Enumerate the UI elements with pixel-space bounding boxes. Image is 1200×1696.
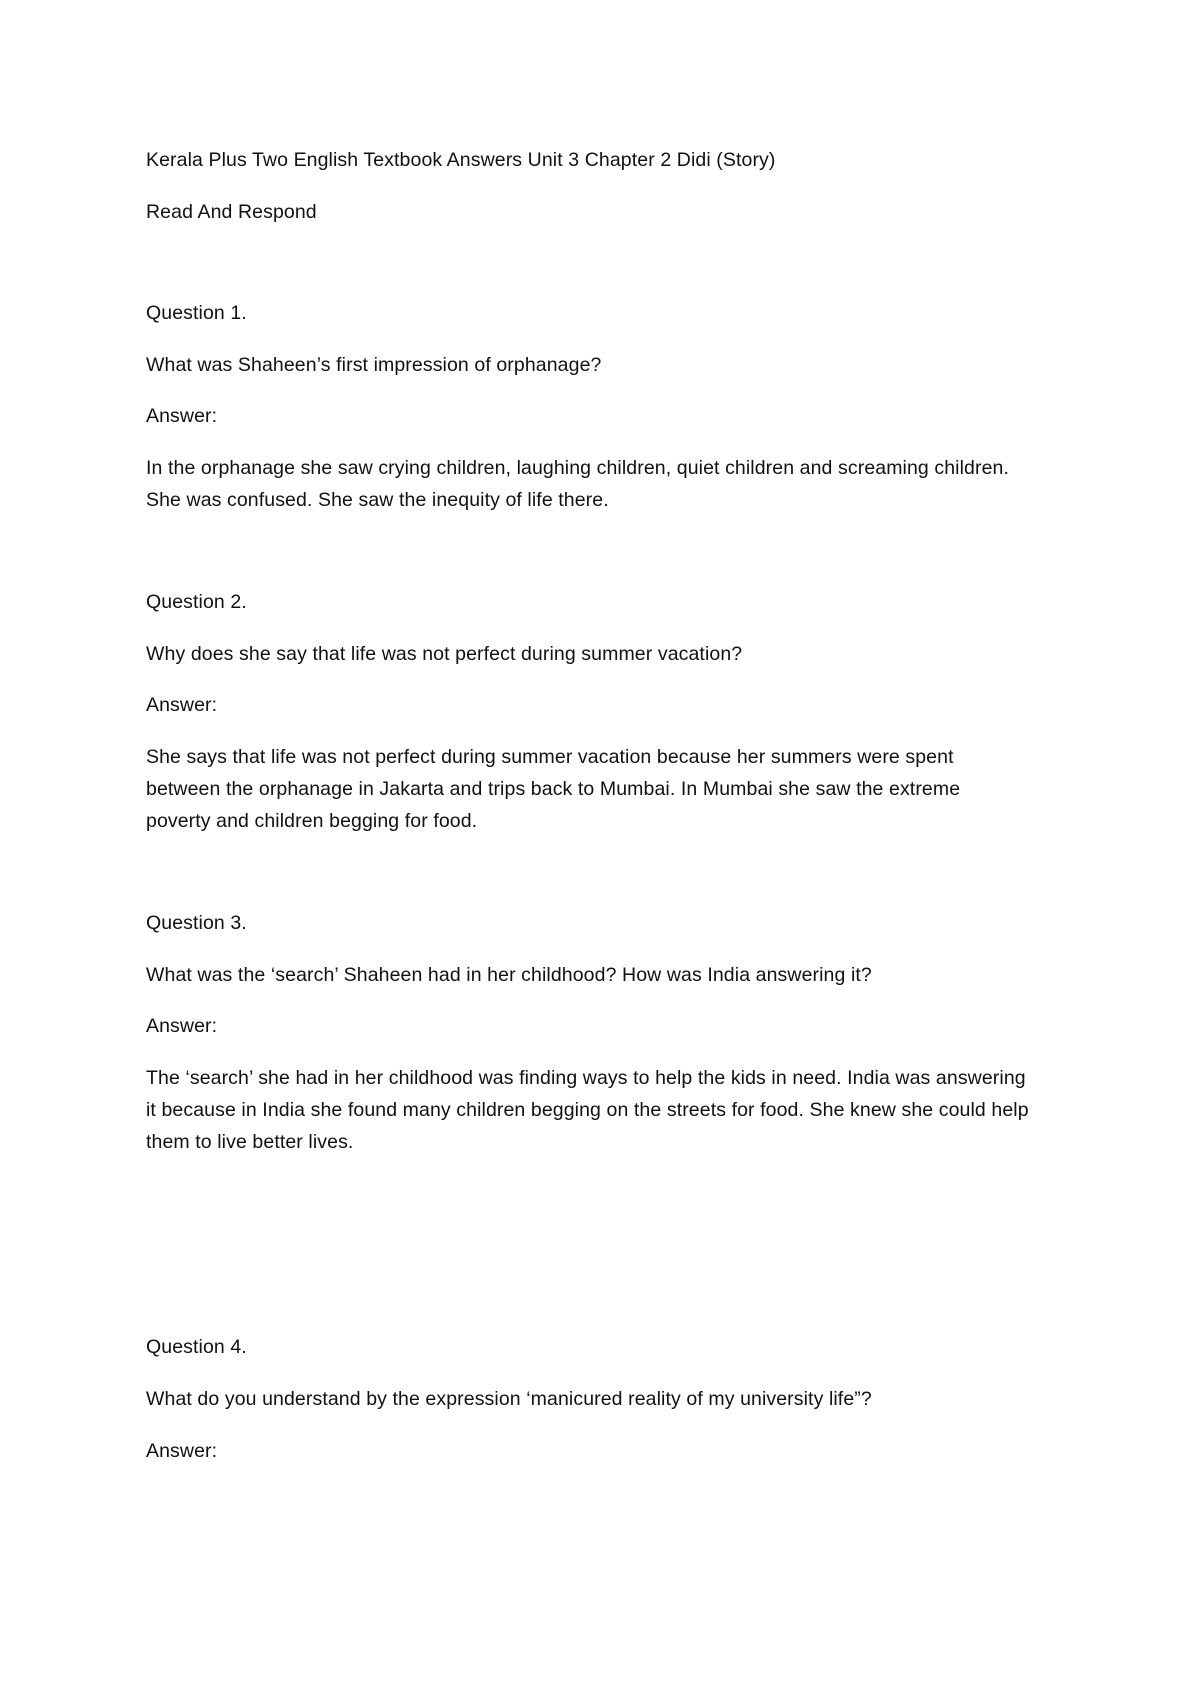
document-title: Kerala Plus Two English Textbook Answers Unit 3 Chapter 2 Didi (Story) [146, 149, 776, 171]
question-2-answer-line-3: poverty and children begging for food. [146, 810, 478, 832]
question-4-answer-label: Answer: [146, 1440, 218, 1462]
question-1-answer-label: Answer: [146, 405, 218, 427]
question-1-label: Question 1. [146, 302, 247, 324]
section-heading: Read And Respond [146, 201, 317, 223]
question-2-answer-line-1: She says that life was not perfect during summer vacation because her summers were spent [146, 746, 954, 768]
question-1-answer-line-2: She was confused. She saw the inequity of life there. [146, 489, 609, 511]
question-2-label: Question 2. [146, 591, 247, 613]
question-3-label: Question 3. [146, 912, 247, 934]
question-3-answer-line-1: The ‘search’ she had in her childhood was finding ways to help the kids in need. India was answering [146, 1067, 1026, 1089]
question-2-text: Why does she say that life was not perfect during summer vacation? [146, 643, 743, 665]
question-2-answer-label: Answer: [146, 694, 218, 716]
question-3-answer-label: Answer: [146, 1015, 218, 1037]
question-4-label: Question 4. [146, 1336, 247, 1358]
question-3-answer-line-2: it because in India she found many children begging on the streets for food. She knew she could help [146, 1099, 1029, 1121]
question-3-text: What was the ‘search’ Shaheen had in her childhood? How was India answering it? [146, 964, 872, 986]
question-4-text: What do you understand by the expression ‘manicured reality of my university life”? [146, 1388, 872, 1410]
question-1-answer-line-1: In the orphanage she saw crying children, laughing children, quiet children and screaming children. [146, 457, 1009, 479]
question-1-text: What was Shaheen’s first impression of orphanage? [146, 354, 602, 376]
question-3-answer-line-3: them to live better lives. [146, 1131, 354, 1153]
question-2-answer-line-2: between the orphanage in Jakarta and trips back to Mumbai. In Mumbai she saw the extreme [146, 778, 961, 800]
